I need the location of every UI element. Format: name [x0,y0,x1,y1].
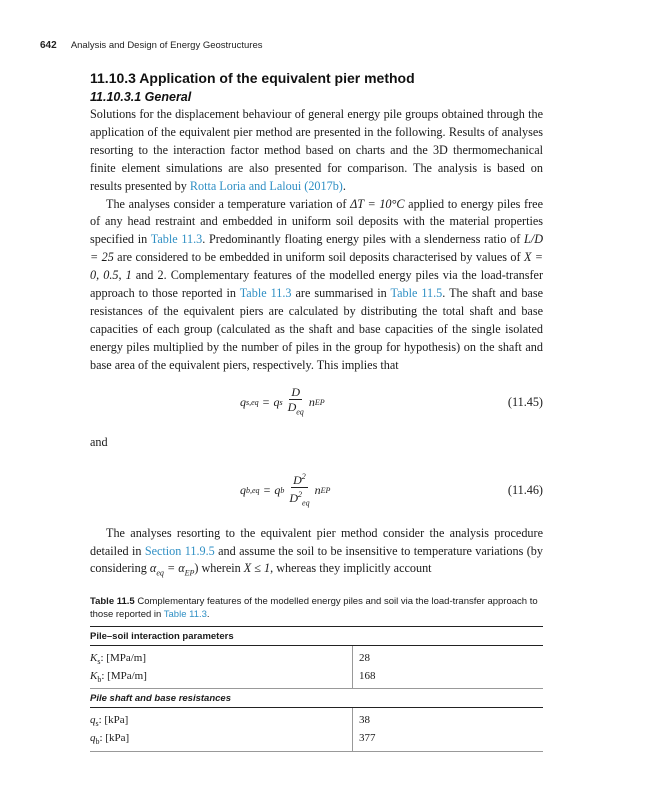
param-symbol: K [90,651,98,664]
eq1-tail: n [308,395,315,410]
param-unit: : [kPa] [99,732,130,745]
parameters-table [90,626,543,752]
table-row [90,730,543,751]
eq2-den-sup: 2 [298,490,303,500]
table-group-header-1 [90,627,543,646]
p2-text-2: applied to energy piles free of any head restraint and embedded in uniform soil deposits with the material properties specified in [90,196,543,247]
eq2-tail-sub: EP [320,486,331,496]
p3-math-x: X ≤ 1 [243,561,271,576]
eq2-equals: = [263,483,271,498]
param-unit: : [kPa] [98,714,129,727]
p2-math-delta-t: ΔT = 10°C [350,196,405,211]
param-symbol: K [90,669,98,682]
p2-text-7: . The shaft and base resistances of the equivalent piers are calculated by distributing the total shaft and base capacities of each group (calculated as the shaft and base capacities of the single isolated energy piles multiplied by the number of piles in the group for hypothesis) on the shaft and base area of the equivalent piers, respectively. This implies that [90,286,543,372]
param-symbol: q [90,732,96,745]
table-11-5-link[interactable]: Table 11.5 [390,286,443,301]
value-cell: 28 [359,651,370,664]
p2-text-6: are summarised in [291,286,391,301]
eq2-denominator [287,488,311,510]
p3-alpha-rest: = α [163,561,185,576]
p2-text-5: and 2. Complementary features of the modelled energy piles via the load-transfer approach to those reported in [90,268,544,301]
table-row [90,708,543,731]
eq2-rhs-var: q [274,483,281,498]
equation-number-11-45: (11.45) [507,394,543,409]
eq2-rhs-sub: b [280,486,285,496]
eq2-num-var: D [293,473,302,488]
table-group-header-2 [90,689,543,708]
connector-and: and [90,434,108,449]
p3-text-3: ) wherein [194,561,244,576]
eq2-den-sub: eq [302,498,310,508]
eq1-den-sub: eq [296,407,304,417]
paragraph-1-text: Solutions for the displacement behaviour of general energy pile groups obtained through the application of the equivalent pier method are presented in the following. Results of analyses resorting to the interaction factor method based on charts and the 3D thermomechanical finite element simulations are also presented for comparison. The analysis is based on results presented by [90,107,543,193]
p3-alpha: α [149,561,157,576]
param-cell [90,708,353,731]
equation-11-45-body [240,383,325,423]
eq2-num-sup: 2 [301,472,306,482]
eq1-numerator [289,385,302,400]
paragraph-2 [90,196,543,375]
paragraph-3 [90,525,543,583]
eq2-den-var: D [289,491,299,506]
eq2-lhs-sub: b,eq [246,486,260,496]
value-cell: 377 [353,730,544,751]
table-row [90,668,543,689]
p2-text-3: . Predominantly floating energy piles with a slenderness ratio of [202,232,525,247]
running-header [40,40,263,51]
equation-11-46 [90,471,543,511]
equation-11-45 [90,383,543,423]
eq1-lhs-sub: s,eq [246,398,259,408]
p2-math-x-values: X = 0, 0.5, 1 [90,250,543,283]
eq1-den-var: D [287,400,297,415]
group-1-title: Pile–soil interaction parameters [90,627,543,646]
running-title: Analysis and Design of Energy Geostructures [70,40,263,51]
p2-text-4: are considered to be embedded in uniform soil deposits characterised by values of [113,250,524,265]
group-2-title: Pile shaft and base resistances [90,689,543,708]
main-content [90,70,543,752]
param-unit: : [MPa/m] [101,669,147,682]
param-cell [90,668,353,689]
table-caption-end: . [206,608,210,620]
param-symbol: q [90,714,96,727]
param-sub: s [97,656,101,666]
eq2-lhs: q [240,483,246,498]
param-unit: : [MPa/m] [100,651,146,664]
eq1-lhs: q [240,395,246,410]
eq1-num-var: D [291,385,301,400]
table-caption-text: Complementary features of the modelled energy piles and soil via the load-transfer approach to those reported in [90,595,538,620]
table-11-3-link-2[interactable]: Table 11.3 [239,286,292,301]
equation-number-11-46: (11.46) [507,482,543,497]
param-sub: s [95,719,99,729]
caption-table-link[interactable]: Table 11.3 [163,608,207,620]
eq2-numerator [291,470,308,488]
table-11-3-link[interactable]: Table 11.3 [150,232,203,247]
param-sub: b [97,675,102,685]
section-title: 11.10.3 Application of the equivalent pier method [90,70,415,86]
param-sub: b [95,737,100,747]
eq1-rhs-var: q [273,395,280,410]
p3-alpha-sub: eq [156,568,164,578]
p2-text-1: The analyses consider a temperature variation of [106,196,351,211]
p3-text-1: The analyses resorting to the equivalent pier method consider the analysis procedure detailed in [90,525,543,558]
p3-alpha-rest-sub: EP [184,568,195,578]
citation-link[interactable]: Rotta Loria and Laloui (2017b) [189,178,343,193]
p2-math-slenderness: L/D = 25 [90,232,544,265]
section-11-9-5-link[interactable]: Section 11.9.5 [144,543,215,558]
eq1-equals: = [262,395,270,410]
param-cell [90,730,353,751]
subsection-title: 11.10.3.1 General [90,90,192,104]
table-caption [90,595,543,621]
value-cell: 38 [359,714,370,727]
eq1-denominator [286,400,306,419]
eq2-tail: n [314,483,321,498]
table-row [90,645,543,668]
paragraph-1 [90,106,543,196]
p3-text-2: and assume the soil to be insensitive to temperature variations (by considering [90,543,543,576]
eq1-rhs-sub: s [279,398,283,408]
equation-11-46-body [240,471,330,511]
value-cell: 168 [353,668,544,689]
eq1-fraction [286,385,306,419]
eq1-tail-sub: EP [314,398,325,408]
table-label: Table 11.5 [90,595,135,607]
p3-text-4: , whereas they implicitly account [270,561,432,576]
eq2-fraction [287,470,311,510]
param-cell [90,645,353,668]
page-number: 642 [40,40,57,51]
p3-math-alpha [149,561,195,578]
paragraph-1-end: . [342,178,346,193]
